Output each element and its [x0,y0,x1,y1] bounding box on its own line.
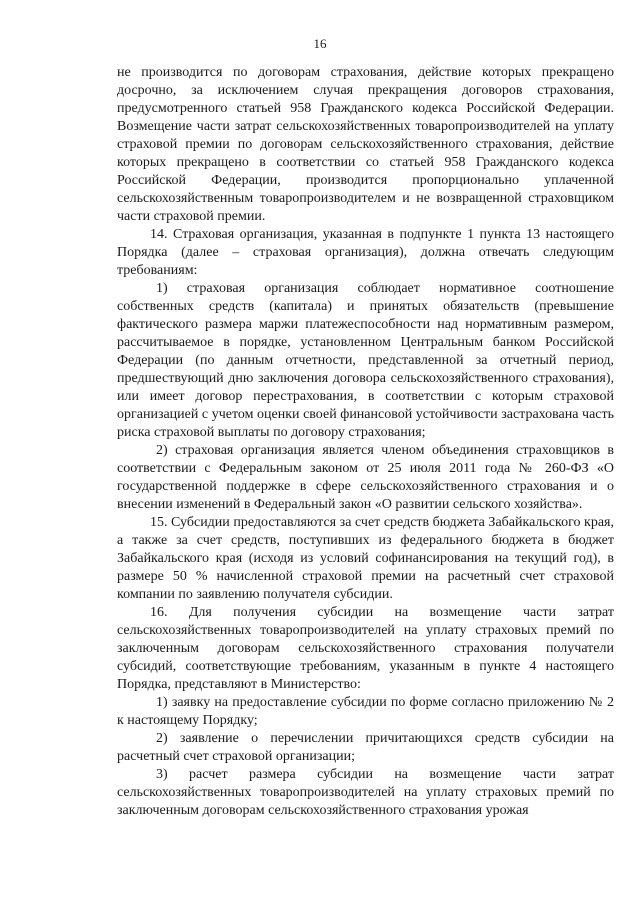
paragraph-item-14: 14. Страховая организация, указанная в подпункте 1 пункта 13 настоящего Порядка (далее – страховая организация), должна отвечать следующим требованиям: [117,227,614,278]
paragraph-item-15: 15. Субсидии предоставляются за счет средств бюджета Забайкальского края, а также за счет средств, поступивших из федерального бюджета в бюджет Забайкальского края (исходя из условий софинансирования на текущий год), в размере 50 % начисленной страховой премии на расчетный счет страховой компании по заявлению получателя субсидии. [117,515,614,602]
paragraph-continuation: не производится по договорам страхования, действие которых прекращено досрочно, за исключением случая прекращения договоров страхования, предусмотренного статьей 958 Гражданского кодекса Российской Федерации. Возмещение части затрат сельскохозяйственных товаропроизводителей на уплату страховой премии по договорам сельскохозяйственного страхования, действие которых прекращено в соответствии со статьей 958 Гражданского кодекса Российской Федерации, производится пропорционально уплаченной сельскохозяйственным товаропроизводителем и не возвращенной страховщиком части страховой премии. [117,65,614,224]
paragraph-item-14-1: 1) страховая организация соблюдает нормативное соотношение собственных средств (капитала) и принятых обязательств (превышение фактического размера маржи платежеспособности над нормативным размером, рассчитываемое в порядке, установленном Центральным банком Российской Федерации (по данным отчетности, представленной за отчетный период, предшествующий дню заключения договора сельскохозяйственного страхования), или имеет договор перестрахования, в соответствии с которым страховой организацией с учетом оценки своей финансовой устойчивости застрахована часть риска страховой выплаты по договору страхования; [117,281,614,440]
paragraph-item-16-3: 3) расчет размера субсидии на возмещение части затрат сельскохозяйственных товаропроизводителей на уплату страховых премий по заключенным договорам сельскохозяйственного страхования урожая [117,767,614,818]
document-body [117,64,614,820]
paragraph-item-14-2: 2) страховая организация является членом объединения страховщиков в соответствии с Федеральным законом от 25 июля 2011 года № 260-ФЗ «О государственной поддержке в сфере сельскохозяйственного страхования и о внесении изменений в Федеральный закон «О развитии сельского хозяйства». [117,443,614,512]
page-number: 16 [313,36,327,51]
paragraph-item-16-2: 2) заявление о перечислении причитающихся средств субсидии на расчетный счет страховой организации; [117,731,614,764]
paragraph-item-16-1: 1) заявку на предоставление субсидии по форме согласно приложению № 2 к настоящему Порядку; [117,695,614,728]
paragraph-item-16: 16. Для получения субсидии на возмещение части затрат сельскохозяйственных товаропроизводителей на уплату страховых премий по заключенным договорам сельскохозяйственного страхования получатели субсидий, соответствующие требованиям, указанным в пункте 4 настоящего Порядка, представляют в Министерство: [117,605,614,692]
